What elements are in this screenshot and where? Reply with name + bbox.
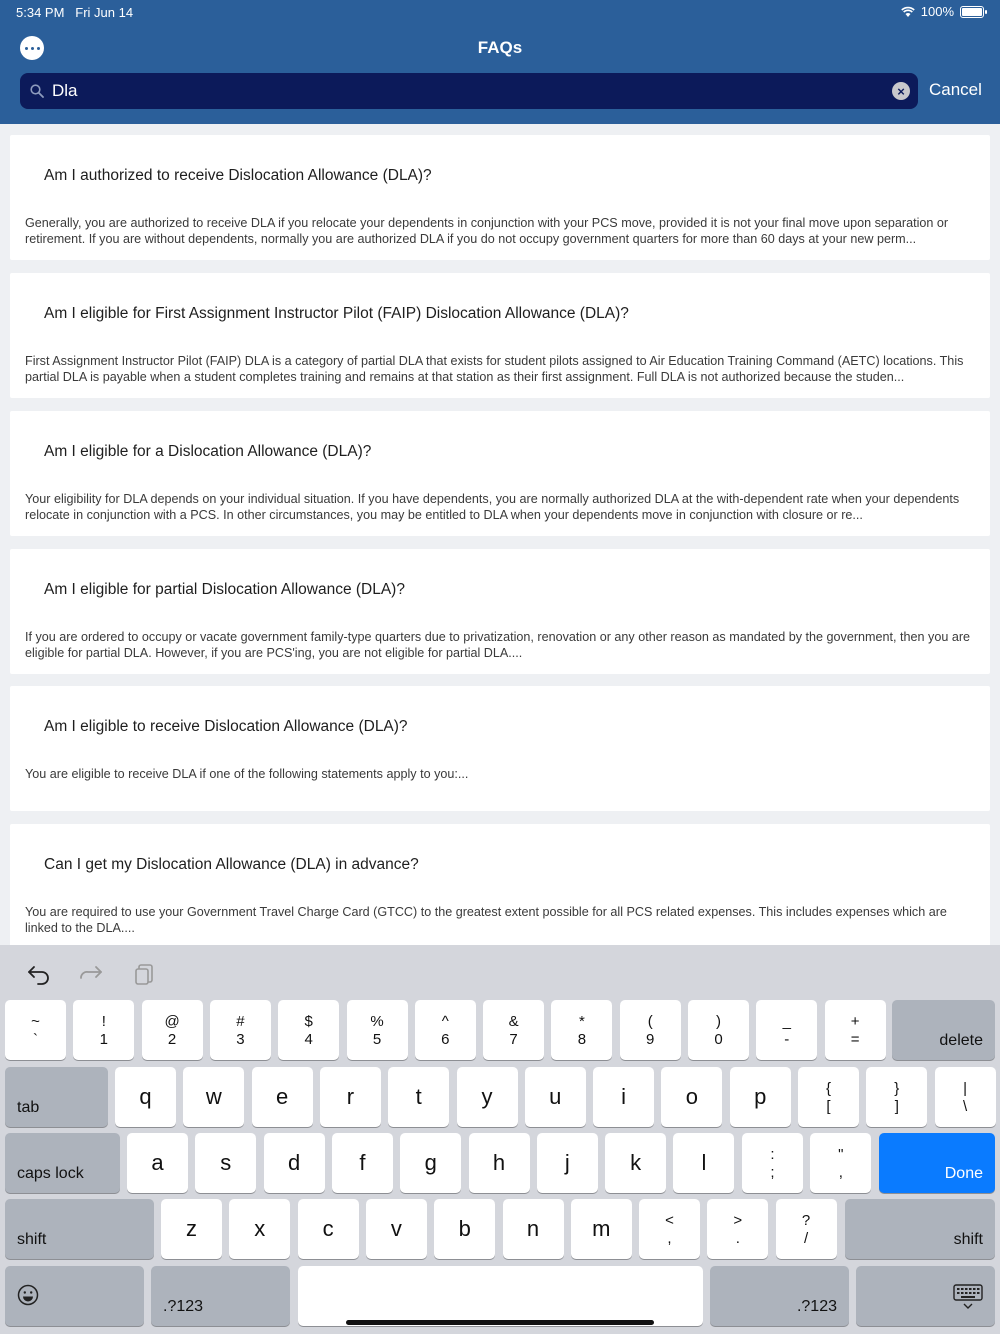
- key-label: (: [647, 1013, 653, 1030]
- faq-answer: If you are ordered to occupy or vacate government family-type quarters due to privatization, renovation or any other reason as mandated by the government, then you are eligible for partial DLA. However, if you are PCS'ing, you are not eligible for partial DLA....: [25, 630, 971, 660]
- key-label: x: [254, 1216, 266, 1241]
- status-right: [901, 4, 984, 19]
- key-sym[interactable]: [742, 1133, 803, 1193]
- key-label: .: [735, 1230, 740, 1247]
- emoji-icon: [17, 1284, 39, 1306]
- faq-answer: Generally, you are authorized to receive DLA if you relocate your dependents in conjunction with your PCS move, provided it is not your final move upon separation or retirement. If you are without dependents, normally you are authorized DLA if you do not occupy government quarters for more than 60 days at your new perm...: [25, 216, 949, 246]
- key-label: [: [826, 1098, 831, 1115]
- search-bar[interactable]: [20, 73, 918, 109]
- faq-card[interactable]: [10, 549, 990, 674]
- keyboard-dismiss-icon: [953, 1284, 983, 1310]
- key-label: shift: [17, 1231, 47, 1248]
- key-label: ,: [667, 1230, 672, 1247]
- key-label: ?: [801, 1212, 811, 1229]
- key-label: i: [621, 1084, 627, 1109]
- caps-lock-key[interactable]: [5, 1133, 120, 1193]
- key-label: 3: [236, 1031, 245, 1048]
- key-5[interactable]: [347, 1000, 408, 1060]
- key-label: `: [33, 1031, 38, 1048]
- status-time-text: 5:34 PM: [16, 5, 65, 20]
- key-6[interactable]: [415, 1000, 476, 1060]
- key-label: r: [346, 1084, 355, 1109]
- key-label: w: [205, 1084, 222, 1109]
- key-label: @: [164, 1013, 180, 1030]
- key-label: p: [754, 1084, 767, 1109]
- key-n[interactable]: [503, 1199, 564, 1259]
- faq-card[interactable]: [10, 273, 990, 398]
- key-sym[interactable]: [866, 1067, 927, 1127]
- faq-question: Can I get my Dislocation Allowance (DLA) in advance?: [44, 856, 419, 873]
- key-label: caps lock: [17, 1165, 84, 1182]
- key-label: 6: [441, 1031, 450, 1048]
- key-label: *: [578, 1013, 585, 1030]
- key-label: 0: [714, 1031, 723, 1048]
- key-l[interactable]: [673, 1133, 734, 1193]
- key-label: k: [630, 1150, 642, 1175]
- on-screen-keyboard: [0, 945, 1000, 1334]
- key-e[interactable]: [252, 1067, 313, 1127]
- key-label: #: [236, 1013, 245, 1030]
- key-label: a: [151, 1150, 164, 1175]
- key-1[interactable]: [73, 1000, 134, 1060]
- faq-answer: You are required to use your Government Travel Charge Card (GTCC) to the greatest extent possible for all PCS related expenses. This includes expenses which are linked to the DLA....: [25, 905, 947, 935]
- key-label: =: [850, 1031, 860, 1048]
- key-label: t: [415, 1084, 422, 1109]
- key-v[interactable]: [366, 1199, 427, 1259]
- key-a[interactable]: [127, 1133, 188, 1193]
- key-0[interactable]: [688, 1000, 749, 1060]
- key-i[interactable]: [593, 1067, 654, 1127]
- battery-percent: 100%: [920, 4, 954, 19]
- key-sym[interactable]: [639, 1199, 700, 1259]
- key-label: l: [701, 1150, 707, 1175]
- key-label: 5: [372, 1031, 382, 1048]
- key-sym[interactable]: [935, 1067, 996, 1127]
- key-label: .?123: [163, 1298, 204, 1315]
- key-label: $: [304, 1013, 313, 1030]
- navigation-header: [0, 0, 1000, 124]
- key-label: c: [322, 1216, 334, 1241]
- keyboard-dismiss-key[interactable]: [856, 1266, 995, 1326]
- key-label: |: [963, 1080, 968, 1097]
- key-label: +: [850, 1013, 860, 1030]
- key-label: ): [716, 1013, 721, 1030]
- key-label: s: [220, 1150, 232, 1175]
- key-label: ^: [441, 1013, 449, 1030]
- key-label: b: [458, 1216, 471, 1241]
- faq-list[interactable]: [0, 124, 1000, 945]
- key-label: :: [770, 1146, 775, 1163]
- key-label: o: [685, 1084, 699, 1109]
- status-time: [16, 5, 133, 20]
- key-label: %: [370, 1013, 384, 1030]
- key-g[interactable]: [400, 1133, 461, 1193]
- undo-icon[interactable]: [26, 960, 52, 986]
- magnifier-icon: [30, 84, 44, 98]
- key-label: }: [894, 1080, 900, 1097]
- faq-question: Am I eligible for First Assignment Instructor Pilot (FAIP) Dislocation Allowance (DLA)?: [44, 305, 629, 322]
- key-x[interactable]: [229, 1199, 290, 1259]
- key-3[interactable]: [210, 1000, 271, 1060]
- key-label: y: [481, 1084, 493, 1109]
- delete-key[interactable]: [892, 1000, 995, 1060]
- search-input[interactable]: [52, 81, 872, 101]
- key-label: >: [733, 1212, 743, 1229]
- key-u[interactable]: [525, 1067, 586, 1127]
- page-title: FAQs: [477, 38, 523, 57]
- key-label: .?123: [796, 1298, 837, 1315]
- faq-question: Am I eligible for a Dislocation Allowance (DLA)?: [44, 443, 372, 460]
- status-date: Fri Jun 14: [75, 5, 134, 20]
- key-label: ;: [770, 1164, 775, 1181]
- key-p[interactable]: [730, 1067, 791, 1127]
- key-8[interactable]: [551, 1000, 612, 1060]
- key-t[interactable]: [388, 1067, 449, 1127]
- faq-card[interactable]: [10, 824, 990, 945]
- key-c[interactable]: [298, 1199, 359, 1259]
- key-w[interactable]: [183, 1067, 244, 1127]
- key-m[interactable]: [571, 1199, 632, 1259]
- key-label: j: [564, 1150, 570, 1175]
- key-label: <: [665, 1212, 674, 1229]
- key-label: d: [287, 1150, 301, 1175]
- done-key[interactable]: [879, 1133, 995, 1193]
- key-4[interactable]: [278, 1000, 339, 1060]
- key-label: 9: [646, 1031, 655, 1048]
- faq-answer: First Assignment Instructor Pilot (FAIP) DLA is a category of partial DLA that exists for student pilots assigned to Air Education Training Command (AETC) locations. This partial DLA is payable when a student completes training and remains at that station as their first assignment. Full DLA is not authorized because the studen...: [25, 354, 964, 384]
- key-2[interactable]: [142, 1000, 203, 1060]
- key-`[interactable]: [5, 1000, 66, 1060]
- key-label: 2: [167, 1031, 177, 1048]
- key-label: -: [784, 1031, 790, 1048]
- faq-card[interactable]: [10, 686, 990, 811]
- key-s[interactable]: [195, 1133, 256, 1193]
- emoji-key[interactable]: [5, 1266, 144, 1326]
- key-label: _: [782, 1013, 791, 1030]
- key-label: f: [359, 1150, 366, 1175]
- key-j[interactable]: [537, 1133, 598, 1193]
- key-7[interactable]: [483, 1000, 544, 1060]
- key-label: v: [390, 1216, 402, 1241]
- home-indicator: [346, 1320, 654, 1325]
- key-label: !: [101, 1013, 106, 1030]
- key-h[interactable]: [469, 1133, 530, 1193]
- key-label: ,: [838, 1164, 843, 1181]
- key--[interactable]: [756, 1000, 817, 1060]
- key-label: delete: [939, 1032, 983, 1049]
- key-b[interactable]: [434, 1199, 495, 1259]
- paste-icon[interactable]: [132, 960, 158, 986]
- key-o[interactable]: [661, 1067, 722, 1127]
- numbers-right-key[interactable]: [710, 1266, 849, 1326]
- faq-question: Am I eligible to receive Dislocation Allowance (DLA)?: [44, 718, 408, 735]
- key-label: {: [825, 1080, 831, 1097]
- key-label: 7: [509, 1031, 518, 1048]
- wifi-icon: [901, 6, 915, 18]
- key-label: n: [526, 1216, 540, 1241]
- faq-card[interactable]: [10, 411, 990, 536]
- tab-key[interactable]: [5, 1067, 108, 1127]
- key-=[interactable]: [825, 1000, 886, 1060]
- key-label: ~: [31, 1013, 40, 1030]
- faq-question: Am I authorized to receive Dislocation Allowance (DLA)?: [44, 167, 432, 184]
- key-f[interactable]: [332, 1133, 393, 1193]
- key-label: ]: [894, 1098, 899, 1115]
- battery-icon: [960, 6, 984, 18]
- space-bar[interactable]: [298, 1266, 703, 1326]
- key-label: m: [592, 1216, 611, 1241]
- key-9[interactable]: [620, 1000, 681, 1060]
- key-label: 8: [577, 1031, 587, 1048]
- key-k[interactable]: [605, 1133, 666, 1193]
- key-r[interactable]: [320, 1067, 381, 1127]
- key-q[interactable]: [115, 1067, 176, 1127]
- cancel-button[interactable]: Cancel: [929, 80, 982, 99]
- key-label: \: [963, 1098, 968, 1115]
- key-d[interactable]: [264, 1133, 325, 1193]
- key-label: shift: [953, 1231, 983, 1248]
- key-label: 4: [304, 1031, 313, 1048]
- key-label: g: [424, 1150, 437, 1175]
- key-label: z: [186, 1216, 197, 1241]
- faq-question: Am I eligible for partial Dislocation Allowance (DLA)?: [44, 581, 405, 598]
- faq-answer: Your eligibility for DLA depends on your individual situation. If you have dependents, you are normally authorized DLA at the with-dependent rate when your dependents relocate in conjunction with a PCS. In other circumstances, you may be entitled to DLA when your dependents move in conjunction with closure or re...: [25, 492, 960, 522]
- clear-icon[interactable]: ×: [892, 82, 910, 100]
- key-label: /: [804, 1230, 809, 1247]
- key-label: tab: [17, 1099, 40, 1116]
- key-sym[interactable]: [798, 1067, 859, 1127]
- redo-icon[interactable]: [78, 960, 104, 986]
- shift-right-key[interactable]: [845, 1199, 995, 1259]
- key-label: ": [838, 1146, 844, 1163]
- numbers-left-key[interactable]: [151, 1266, 290, 1326]
- key-z[interactable]: [161, 1199, 222, 1259]
- key-label: Done: [944, 1165, 983, 1182]
- faq-card[interactable]: [10, 135, 990, 260]
- faq-answer: You are eligible to receive DLA if one of the following statements apply to you:...: [25, 767, 469, 781]
- key-label: q: [139, 1084, 152, 1109]
- shift-left-key[interactable]: [5, 1199, 154, 1259]
- key-sym[interactable]: [810, 1133, 871, 1193]
- key-label: 1: [99, 1031, 108, 1048]
- key-sym[interactable]: [776, 1199, 837, 1259]
- key-y[interactable]: [457, 1067, 518, 1127]
- key-label: u: [549, 1084, 562, 1109]
- key-label: e: [275, 1084, 289, 1109]
- key-sym[interactable]: [707, 1199, 768, 1259]
- key-label: h: [492, 1150, 506, 1175]
- key-label: &: [508, 1013, 519, 1030]
